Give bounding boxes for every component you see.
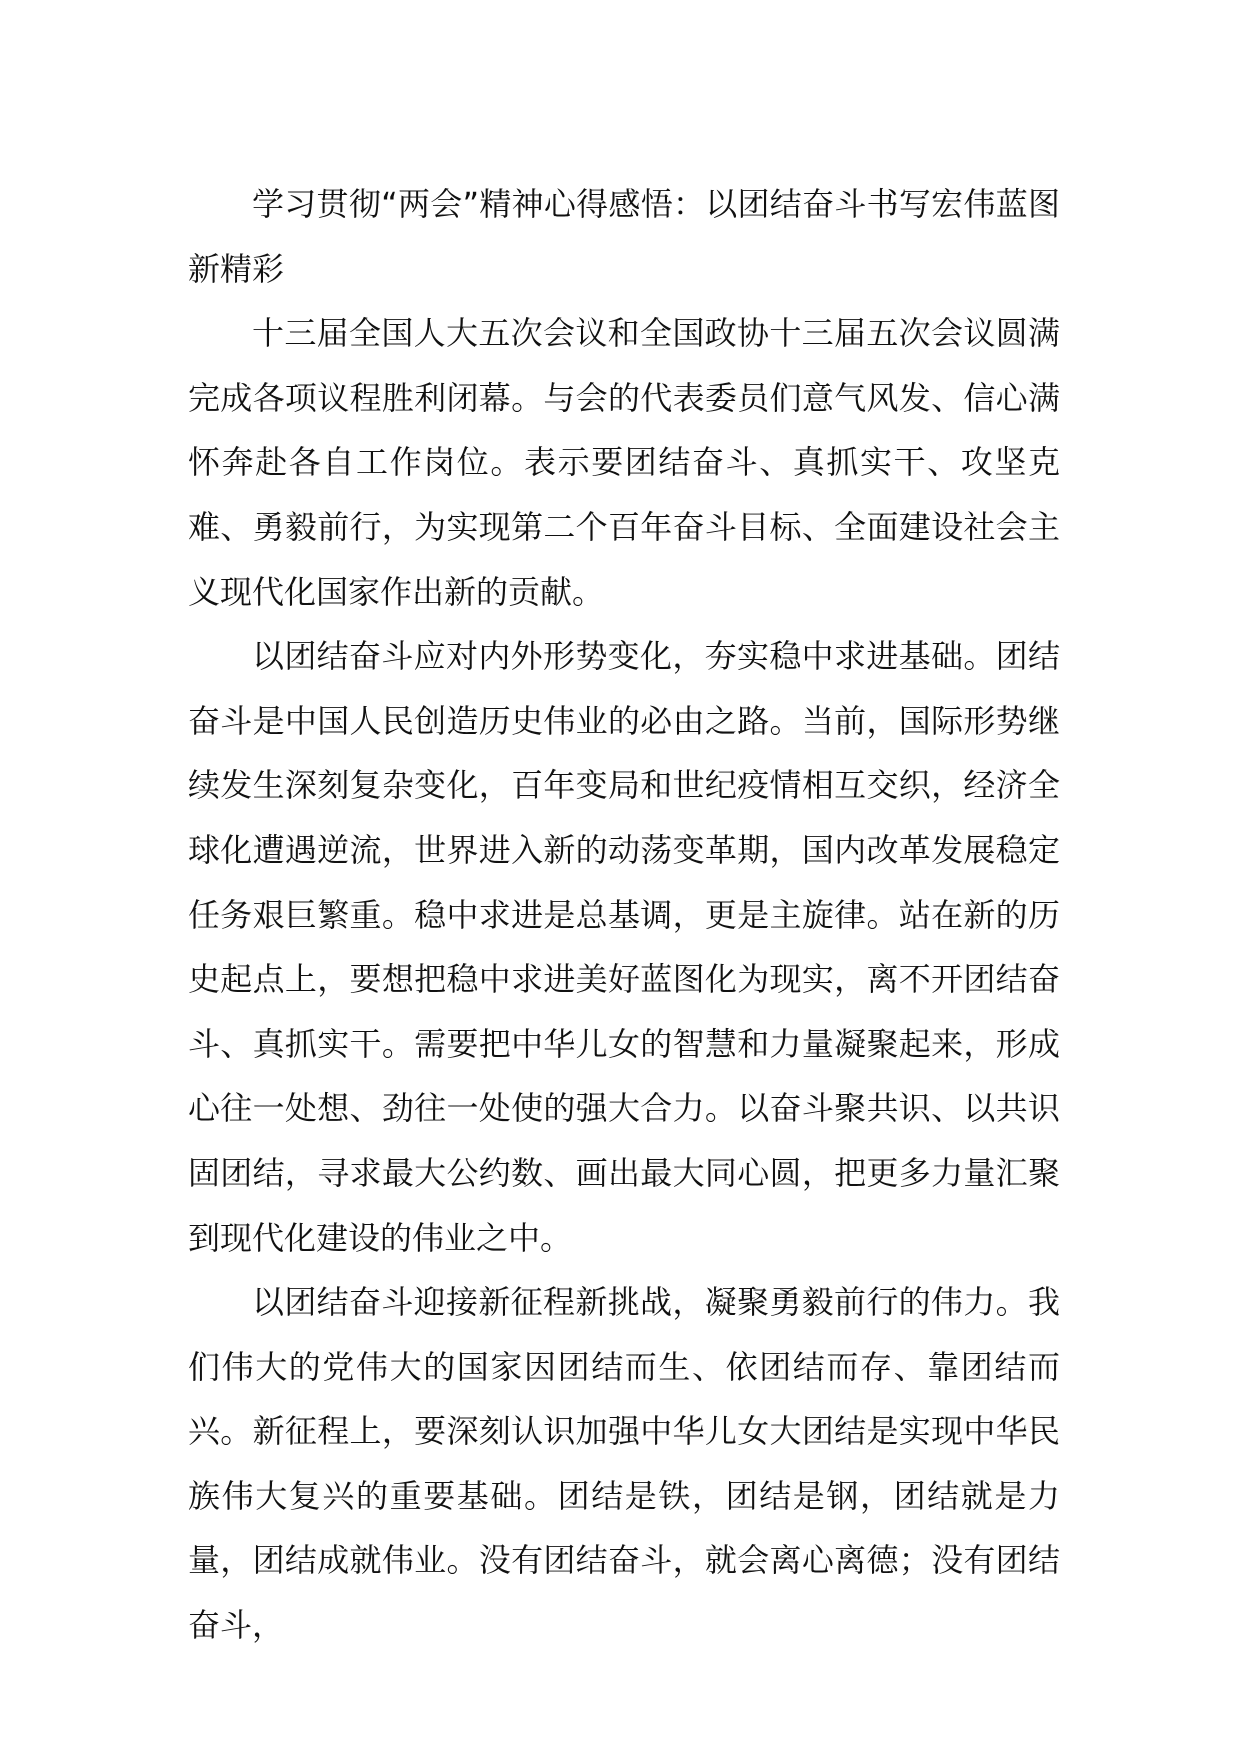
paragraph-2: 以团结奋斗应对内外形势变化，夯实稳中求进基础。团结奋斗是中国人民创造历史伟业的必由之路。当前，国际形势继续发生深刻复杂变化，百年变局和世纪疫情相互交织，经济全球化遭遇逆流，世界进入新的动荡变革期，国内改革发展稳定任务艰巨繁重。稳中求进是总基调，更是主旋律。站在新的历史起点上，要想把稳中求进美好蓝图化为现实，离不开团结奋斗、真抓实干。需要把中华儿女的智慧和力量凝聚起来，形成心往一处想、劲往一处使的强大合力。以奋斗聚共识、以共识固团结，寻求最大公约数、画出最大同心圆，把更多力量汇聚到现代化建设的伟业之中。 [188,637,1060,1257]
paragraph-1: 十三届全国人大五次会议和全国政协十三届五次会议圆满完成各项议程胜利闭幕。与会的代表委员们意气风发、信心满怀奔赴各自工作岗位。表示要团结奋斗、真抓实干、攻坚克难、勇毅前行，为实现第二个百年奋斗目标、全面建设社会主义现代化国家作出新的贡献。 [188,314,1060,611]
paragraph-3: 以团结奋斗迎接新征程新挑战，凝聚勇毅前行的伟力。我们伟大的党伟大的国家因团结而生、依团结而存、靠团结而兴。新征程上，要深刻认识加强中华儿女大团结是实现中华民族伟大复兴的重要基础。团结是铁，团结是钢，团结就是力量，团结成就伟业。没有团结奋斗，就会离心离德；没有团结奋斗， [188,1283,1060,1645]
document-body [188,172,1060,1658]
document-title: 学习贯彻“两会”精神心得感悟：以团结奋斗书写宏伟蓝图新精彩 [188,185,1060,288]
